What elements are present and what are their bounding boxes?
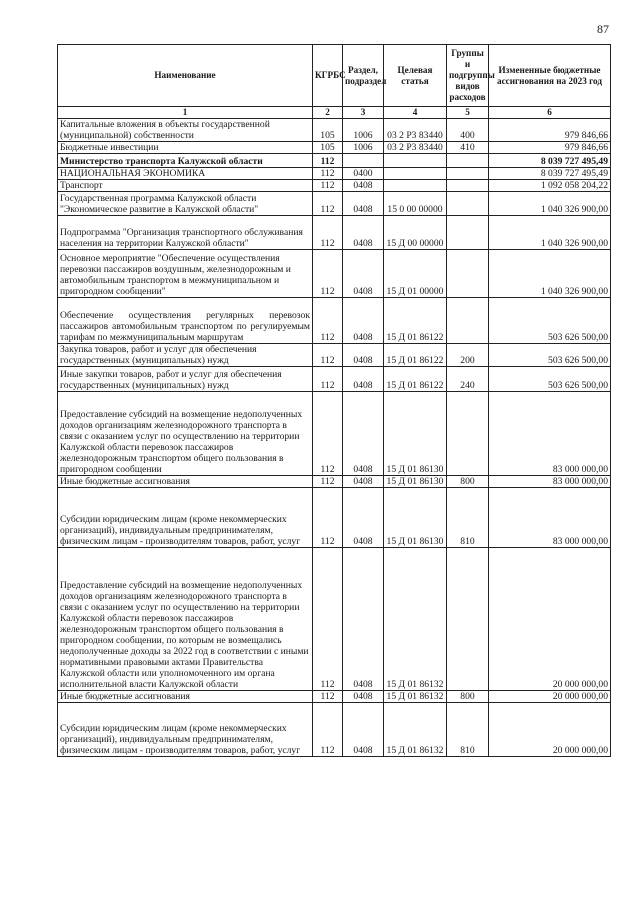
row-section: 0408 xyxy=(343,488,384,548)
row-target: 15 Д 01 86122 xyxy=(384,298,447,344)
table-header-row xyxy=(58,45,611,107)
row-amount: 979 846,66 xyxy=(489,119,611,142)
table-row xyxy=(58,476,611,488)
row-amount: 83 000 000,00 xyxy=(489,392,611,476)
row-name: Обеспечение осуществления регулярных перевозок пассажиров автомобильным транспортом по регулируемым тарифам по межмуниципальным маршрутам xyxy=(58,298,313,344)
row-section: 0408 xyxy=(343,216,384,250)
row-amount: 503 626 500,00 xyxy=(489,367,611,392)
row-name: Подпрограмма "Организация транспортного обслуживания населения на территории Калужской области" xyxy=(58,216,313,250)
row-group xyxy=(447,548,489,691)
row-target: 15 Д 01 00000 xyxy=(384,250,447,298)
row-target: 03 2 Р3 83440 xyxy=(384,142,447,154)
row-amount: 20 000 000,00 xyxy=(489,548,611,691)
row-kgrbs: 112 xyxy=(313,216,343,250)
row-name: Закупка товаров, работ и услуг для обеспечения государственных (муниципальных) нужд xyxy=(58,344,313,367)
row-kgrbs: 112 xyxy=(313,344,343,367)
row-kgrbs: 112 xyxy=(313,298,343,344)
row-section: 1006 xyxy=(343,119,384,142)
row-target: 15 Д 01 86122 xyxy=(384,367,447,392)
row-amount: 1 040 326 900,00 xyxy=(489,216,611,250)
row-group xyxy=(447,154,489,168)
row-section: 0400 xyxy=(343,168,384,180)
row-amount: 8 039 727 495,49 xyxy=(489,154,611,168)
row-section: 0408 xyxy=(343,344,384,367)
table-row xyxy=(58,142,611,154)
row-kgrbs: 112 xyxy=(313,250,343,298)
row-kgrbs: 112 xyxy=(313,180,343,192)
row-group xyxy=(447,180,489,192)
row-kgrbs: 112 xyxy=(313,392,343,476)
table-row xyxy=(58,154,611,168)
row-name: НАЦИОНАЛЬНАЯ ЭКОНОМИКА xyxy=(58,168,313,180)
page-number: 87 xyxy=(597,22,609,36)
row-name: Иные бюджетные ассигнования xyxy=(58,691,313,703)
col-number: 5 xyxy=(447,107,489,119)
row-group xyxy=(447,250,489,298)
row-group: 200 xyxy=(447,344,489,367)
row-group: 800 xyxy=(447,691,489,703)
row-group xyxy=(447,216,489,250)
table-row xyxy=(58,344,611,367)
row-target: 15 Д 00 00000 xyxy=(384,216,447,250)
table-row xyxy=(58,216,611,250)
row-section: 1006 xyxy=(343,142,384,154)
row-name: Министерство транспорта Калужской области xyxy=(58,154,313,168)
header-section: Раздел, подраздел xyxy=(343,45,384,107)
row-section: 0408 xyxy=(343,367,384,392)
row-section: 0408 xyxy=(343,691,384,703)
table-row xyxy=(58,367,611,392)
row-group xyxy=(447,298,489,344)
budget-table xyxy=(57,44,611,757)
table-row xyxy=(58,548,611,691)
table-row xyxy=(58,180,611,192)
row-kgrbs: 112 xyxy=(313,548,343,691)
row-target: 15 Д 01 86132 xyxy=(384,691,447,703)
row-kgrbs: 105 xyxy=(313,142,343,154)
row-target xyxy=(384,180,447,192)
row-kgrbs: 112 xyxy=(313,154,343,168)
table-row xyxy=(58,488,611,548)
row-name: Иные бюджетные ассигнования xyxy=(58,476,313,488)
header-name: Наименование xyxy=(58,45,313,107)
row-kgrbs: 112 xyxy=(313,168,343,180)
row-amount: 503 626 500,00 xyxy=(489,344,611,367)
row-group: 800 xyxy=(447,476,489,488)
row-target: 15 Д 01 86132 xyxy=(384,703,447,757)
row-target: 03 2 Р3 83440 xyxy=(384,119,447,142)
row-kgrbs: 112 xyxy=(313,488,343,548)
row-target: 15 Д 01 86130 xyxy=(384,392,447,476)
row-group xyxy=(447,392,489,476)
row-target xyxy=(384,154,447,168)
row-amount: 1 092 058 204,22 xyxy=(489,180,611,192)
col-number: 6 xyxy=(489,107,611,119)
row-name: Капитальные вложения в объекты государственной (муниципальной) собственности xyxy=(58,119,313,142)
table-row xyxy=(58,298,611,344)
col-number: 4 xyxy=(384,107,447,119)
table-row xyxy=(58,691,611,703)
table-row xyxy=(58,392,611,476)
row-amount: 20 000 000,00 xyxy=(489,691,611,703)
row-group: 240 xyxy=(447,367,489,392)
row-section: 0408 xyxy=(343,548,384,691)
header-amount: Измененные бюджетные ассигнования на 2023 год xyxy=(489,45,611,107)
row-target: 15 Д 01 86130 xyxy=(384,476,447,488)
row-kgrbs: 112 xyxy=(313,703,343,757)
row-section: 0408 xyxy=(343,298,384,344)
row-section: 0408 xyxy=(343,476,384,488)
row-kgrbs: 112 xyxy=(313,367,343,392)
row-name: Бюджетные инвестиции xyxy=(58,142,313,154)
table-row xyxy=(58,703,611,757)
row-kgrbs: 112 xyxy=(313,476,343,488)
col-number: 1 xyxy=(58,107,313,119)
row-kgrbs: 112 xyxy=(313,691,343,703)
row-amount: 503 626 500,00 xyxy=(489,298,611,344)
col-number: 3 xyxy=(343,107,384,119)
row-section: 0408 xyxy=(343,180,384,192)
row-name: Транспорт xyxy=(58,180,313,192)
row-name: Предоставление субсидий на возмещение недополученных доходов организациям железнодорожного транспорта в связи с оказанием услуг по осуществлению на территории Калужской области перевозок пассажиров железнодорожным транспортом общего пользования в пригородном сообщении xyxy=(58,392,313,476)
col-number: 2 xyxy=(313,107,343,119)
row-amount: 83 000 000,00 xyxy=(489,488,611,548)
row-target xyxy=(384,168,447,180)
row-group: 810 xyxy=(447,488,489,548)
row-section: 0408 xyxy=(343,703,384,757)
row-group: 810 xyxy=(447,703,489,757)
row-amount: 1 040 326 900,00 xyxy=(489,192,611,216)
row-name: Государственная программа Калужской области "Экономическое развитие в Калужской области" xyxy=(58,192,313,216)
table-row xyxy=(58,192,611,216)
row-amount: 1 040 326 900,00 xyxy=(489,250,611,298)
row-amount: 83 000 000,00 xyxy=(489,476,611,488)
row-name: Предоставление субсидий на возмещение недополученных доходов организациям железнодорожного транспорта в связи с оказанием услуг по осуществлению на территории Калужской области перевозок пассажиров железнодорожным транспортом общего пользования в пригородном сообщении, по которым не возмещались недополученные доходы за 2022 год в соответствии с иными нормативными правовыми актами Правительства Калужской области или уполномоченного им органа исполнительной власти Калужской области xyxy=(58,548,313,691)
row-group: 400 xyxy=(447,119,489,142)
row-group: 410 xyxy=(447,142,489,154)
table-row xyxy=(58,119,611,142)
row-section xyxy=(343,154,384,168)
row-target: 15 Д 01 86132 xyxy=(384,548,447,691)
row-name: Субсидии юридическим лицам (кроме некоммерческих организаций), индивидуальным предпринимателям, физическим лицам - производителям товаров, работ, услуг xyxy=(58,703,313,757)
row-target: 15 Д 01 86130 xyxy=(384,488,447,548)
row-name: Субсидии юридическим лицам (кроме некоммерческих организаций), индивидуальным предпринимателям, физическим лицам - производителям товаров, работ, услуг xyxy=(58,488,313,548)
row-section: 0408 xyxy=(343,250,384,298)
row-amount: 979 846,66 xyxy=(489,142,611,154)
header-groups: Группы и подгруппы видов расходов xyxy=(447,45,489,107)
row-target: 15 0 00 00000 xyxy=(384,192,447,216)
table-row xyxy=(58,250,611,298)
row-kgrbs: 112 xyxy=(313,192,343,216)
header-target: Целевая статья xyxy=(384,45,447,107)
row-section: 0408 xyxy=(343,392,384,476)
table-row xyxy=(58,168,611,180)
header-kgrbs: КГРБС xyxy=(313,45,343,107)
row-target: 15 Д 01 86122 xyxy=(384,344,447,367)
row-kgrbs: 105 xyxy=(313,119,343,142)
column-number-row xyxy=(58,107,611,119)
row-amount: 20 000 000,00 xyxy=(489,703,611,757)
row-amount: 8 039 727 495,49 xyxy=(489,168,611,180)
row-name: Иные закупки товаров, работ и услуг для обеспечения государственных (муниципальных) нужд xyxy=(58,367,313,392)
row-group xyxy=(447,168,489,180)
row-name: Основное мероприятие "Обеспечение осуществления перевозки пассажиров воздушным, железнодорожным и автомобильным транспортом в межмуниципальном и пригородном сообщении" xyxy=(58,250,313,298)
row-section: 0408 xyxy=(343,192,384,216)
row-group xyxy=(447,192,489,216)
